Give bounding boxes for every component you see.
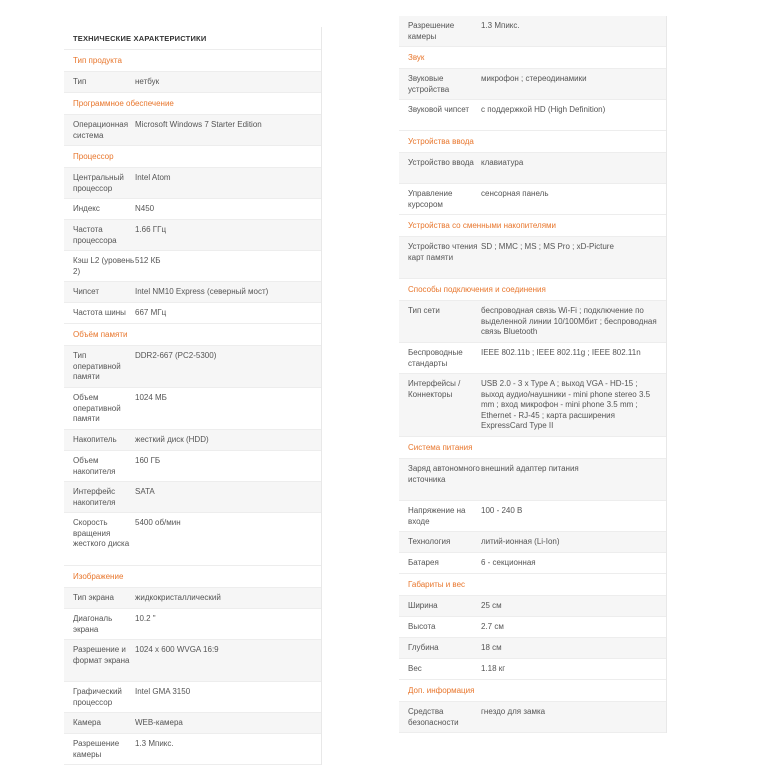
spec-value: 1.3 Мпикс.	[481, 21, 520, 30]
section-header: Программное обеспечение	[64, 93, 321, 115]
spec-key: Индекс	[73, 204, 100, 213]
spec-row	[64, 282, 321, 303]
section-header: Способы подключения и соединения	[399, 279, 666, 301]
spec-key: Диагональ экрана	[73, 614, 113, 634]
spec-row	[399, 702, 666, 733]
spec-list-left	[64, 50, 321, 765]
spec-row	[64, 72, 321, 93]
spec-row	[64, 682, 321, 713]
spec-row	[64, 588, 321, 609]
section-header: Габариты и вес	[399, 574, 666, 596]
spec-row	[399, 459, 666, 501]
spec-key: Интерфейс накопителя	[73, 487, 116, 507]
spec-key: Тип сети	[408, 306, 440, 315]
spec-value: с поддержкой HD (High Definition)	[481, 105, 606, 114]
spec-key: Объем накопителя	[73, 456, 116, 476]
spec-key: Накопитель	[73, 435, 117, 444]
spec-row	[399, 153, 666, 184]
spec-row	[399, 553, 666, 574]
spec-key: Устройство ввода	[408, 158, 474, 167]
spec-value: 667 МГц	[135, 308, 167, 317]
spec-value: 25 см	[481, 601, 502, 610]
spec-column-right	[399, 16, 667, 733]
spec-key: Частота шины	[73, 308, 126, 317]
spec-key: Разрешение и формат экрана	[73, 645, 130, 665]
spec-value: 1024 МБ	[135, 393, 167, 402]
spec-row	[399, 532, 666, 553]
section-header: Тип продукта	[64, 50, 321, 72]
spec-key: Разрешение камеры	[408, 21, 455, 41]
spec-key: Центральный процессор	[73, 173, 124, 193]
spec-row	[399, 617, 666, 638]
spec-value: 1024 x 600 WVGA 16:9	[135, 645, 219, 654]
spec-row	[64, 115, 321, 146]
spec-key: Высота	[408, 622, 436, 631]
spec-row	[64, 168, 321, 199]
spec-key: Частота процессора	[73, 225, 117, 245]
spec-row	[399, 638, 666, 659]
spec-row	[399, 301, 666, 343]
section-header: Система питания	[399, 437, 666, 459]
spec-value: SATA	[135, 487, 155, 496]
spec-key: Звуковые устройства	[408, 74, 450, 94]
section-header: Устройства ввода	[399, 131, 666, 153]
spec-key: Вес	[408, 664, 422, 673]
spec-row	[64, 734, 321, 765]
spec-value: литий-ионная (Li-Ion)	[481, 537, 560, 546]
spec-row	[64, 482, 321, 513]
section-header: Звук	[399, 47, 666, 69]
spec-value: 18 см	[481, 643, 502, 652]
spec-value: Intel GMA 3150	[135, 687, 191, 696]
spec-key: Графический процессор	[73, 687, 122, 707]
spec-key: Камера	[73, 718, 101, 727]
spec-value: сенсорная панель	[481, 189, 549, 198]
spec-row	[399, 69, 666, 100]
spec-row	[64, 251, 321, 282]
spec-title: ТЕХНИЧЕСКИЕ ХАРАКТЕРИСТИКИ	[64, 27, 321, 50]
section-header: Объём памяти	[64, 324, 321, 346]
spec-key: Тип экрана	[73, 593, 114, 602]
section-header: Устройства со сменными накопителями	[399, 215, 666, 237]
spec-key: Управление курсором	[408, 189, 453, 209]
spec-key: Объем оперативной памяти	[73, 393, 121, 423]
spec-key: Скорость вращения жесткого диска	[73, 518, 130, 548]
section-header: Доп. информация	[399, 680, 666, 702]
spec-value: 5400 об/мин	[135, 518, 181, 527]
spec-row	[399, 374, 666, 437]
spec-key: Разрешение камеры	[73, 739, 120, 759]
spec-row	[399, 237, 666, 279]
spec-row	[64, 346, 321, 388]
spec-key: Интерфейсы / Коннекторы	[408, 379, 461, 399]
spec-list-right	[399, 16, 666, 733]
spec-value: DDR2-667 (PC2-5300)	[135, 351, 217, 360]
spec-row	[64, 609, 321, 640]
spec-row	[64, 713, 321, 734]
spec-key: Устройство чтения карт памяти	[408, 242, 478, 262]
spec-row	[399, 659, 666, 680]
spec-value: 10.2 "	[135, 614, 156, 623]
spec-key: Батарея	[408, 558, 439, 567]
spec-value: беспроводная связь Wi-Fi ; подключение по выделенной линии 10/100Мбит ; беспроводная связь Bluetooth	[481, 306, 657, 336]
spec-value: 2.7 см	[481, 622, 504, 631]
spec-value: гнездо для замка	[481, 707, 546, 716]
spec-value: SD ; MMC ; MS ; MS Pro ; xD-Picture	[481, 242, 614, 251]
spec-value: 1.3 Мпикс.	[135, 739, 174, 748]
spec-row	[399, 501, 666, 532]
spec-row	[399, 343, 666, 374]
spec-key: Чипсет	[73, 287, 99, 296]
spec-value: 1.66 ГГц	[135, 225, 167, 234]
spec-row	[64, 513, 321, 566]
spec-value: USB 2.0 - 3 x Type A ; выход VGA - HD-15 ; выход аудио/наушники - mini phone stereo 3.5 mm ; вход микрофон - mini phone 3.5 mm ; Ethernet - RJ-45 ; карта расширения ExpressCard Type II	[481, 379, 651, 430]
spec-key: Тип оперативной памяти	[73, 351, 121, 381]
spec-row	[64, 199, 321, 220]
spec-key: Операционная система	[73, 120, 129, 140]
spec-value: внешний адаптер питания	[481, 464, 579, 473]
spec-value: WEB-камера	[135, 718, 183, 727]
spec-value: 512 КБ	[135, 256, 161, 265]
section-header: Процессор	[64, 146, 321, 168]
spec-value: N450	[135, 204, 155, 213]
spec-key: Средства безопасности	[408, 707, 459, 727]
spec-value: IEEE 802.11b ; IEEE 802.11g ; IEEE 802.11n	[481, 348, 641, 357]
spec-key: Заряд автономного источника	[408, 464, 480, 484]
spec-value: Intel NM10 Express (северный мост)	[135, 287, 269, 296]
spec-value: нетбук	[135, 77, 160, 86]
spec-key: Тип	[73, 77, 87, 86]
spec-value: Microsoft Windows 7 Starter Edition	[135, 120, 262, 129]
spec-column-left	[64, 27, 322, 765]
spec-row	[399, 596, 666, 617]
spec-value: Intel Atom	[135, 173, 171, 182]
spec-value: 1.18 кг	[481, 664, 506, 673]
spec-row	[399, 100, 666, 131]
spec-value: 100 - 240 В	[481, 506, 523, 515]
spec-value: 6 - секционная	[481, 558, 536, 567]
spec-row	[64, 430, 321, 451]
spec-value: микрофон ; стереодинамики	[481, 74, 587, 83]
spec-row	[399, 16, 666, 47]
spec-key: Технология	[408, 537, 451, 546]
spec-row	[64, 640, 321, 682]
spec-row	[64, 451, 321, 482]
spec-key: Кэш L2 (уровень 2)	[73, 256, 135, 276]
spec-key: Глубина	[408, 643, 439, 652]
spec-row	[64, 388, 321, 430]
spec-key: Звуковой чипсет	[408, 105, 470, 114]
spec-key: Беспроводные стандарты	[408, 348, 463, 368]
spec-row	[64, 303, 321, 324]
spec-value: жидкокристаллический	[135, 593, 221, 602]
spec-row	[399, 184, 666, 215]
spec-value: 160 ГБ	[135, 456, 161, 465]
spec-row	[64, 220, 321, 251]
section-header: Изображение	[64, 566, 321, 588]
spec-key: Напряжение на входе	[408, 506, 466, 526]
spec-value: клавиатура	[481, 158, 524, 167]
spec-key: Ширина	[408, 601, 438, 610]
spec-value: жесткий диск (HDD)	[135, 435, 209, 444]
